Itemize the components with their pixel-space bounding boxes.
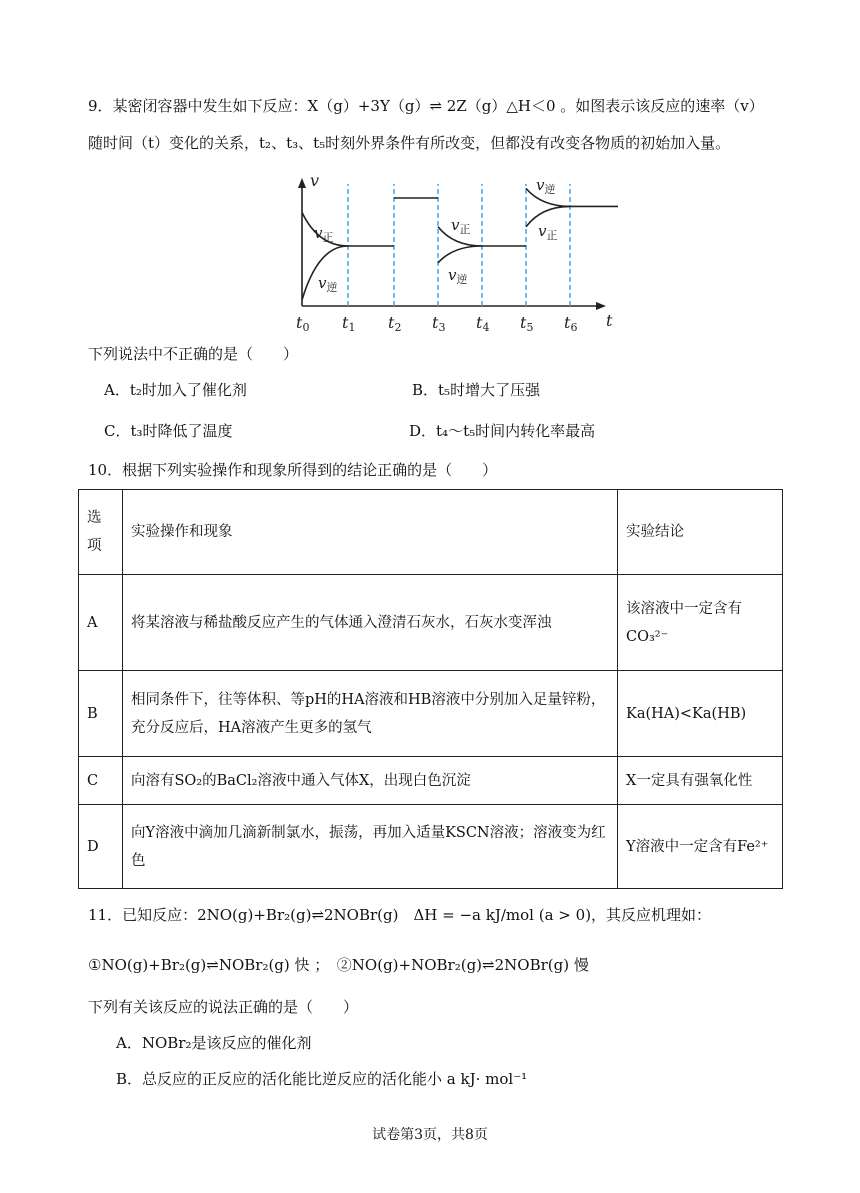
q10-stem: 10．根据下列实验操作和现象所得到的结论正确的是（ ） — [88, 461, 498, 479]
option-label: C． — [104, 422, 131, 440]
option-label: B． — [412, 381, 439, 399]
row-operation: 将某溶液与稀盐酸反应产生的气体通入澄清石灰水，石灰水变浑浊 — [123, 575, 618, 671]
option-text: t₅时增大了压强 — [438, 381, 541, 399]
x-axis-arrow — [596, 302, 606, 310]
table-row — [79, 805, 783, 889]
option-label: A． — [104, 381, 130, 399]
row-conclusion: Ka(HA)<Ka(HB) — [618, 671, 783, 757]
table-row — [79, 575, 783, 671]
option-label: B． — [116, 1070, 143, 1088]
header-conclusion: 实验结论 — [618, 490, 783, 575]
option-text: t₃时降低了温度 — [130, 422, 233, 440]
row-conclusion: 该溶液中一定含有CO₃²⁻ — [618, 575, 783, 671]
row-option: D — [79, 805, 123, 889]
tick-label-t3: t3 — [432, 313, 446, 334]
tick-label-t0: t0 — [296, 313, 310, 334]
label-v-reverse-2: $v_逆$ — [448, 266, 468, 286]
q9-prompt: 下列说法中不正确的是（ ） — [88, 345, 299, 363]
q11-stem-line1: 11．已知反应：2NO(g)+Br₂(g)⇌2NOBr(g) ΔH = −a kJ/mol (a > 0)，其反应机理如： — [88, 906, 712, 924]
label-v-forward-1: $v_正$ — [314, 224, 334, 244]
q9-option-c[interactable] — [104, 420, 233, 442]
label-v-reverse-1: $v_逆$ — [318, 274, 338, 294]
q11-prompt: 下列有关该反应的说法正确的是（ ） — [88, 998, 359, 1016]
experiment-table — [78, 489, 783, 889]
page-footer: 试卷第3页，共8页 — [372, 1127, 488, 1143]
option-text: t₄～t₅时间内转化率最高 — [436, 422, 596, 440]
table-header-row — [79, 490, 783, 575]
row-option: C — [79, 757, 123, 805]
row-operation: 向Y溶液中滴加几滴新制氯水，振荡，再加入适量KSCN溶液；溶液变为红色 — [123, 805, 618, 889]
row-conclusion: Y溶液中一定含有Fe²⁺ — [618, 805, 783, 889]
q9-option-a[interactable] — [104, 379, 247, 401]
option-text: 总反应的正反应的活化能比逆反应的活化能小 a kJ· mol⁻¹ — [142, 1070, 528, 1088]
tick-label-t2: t2 — [388, 313, 402, 334]
q9-stem-line1: 9．某密闭容器中发生如下反应：X（g）+3Y（g）⇌ 2Z（g）△H＜0 。如图表示该反应的速率（v） — [88, 97, 764, 115]
q9-option-d[interactable] — [409, 420, 595, 442]
y-axis-arrow — [298, 178, 306, 188]
row-option: A — [79, 575, 123, 671]
row-option: B — [79, 671, 123, 757]
x-axis-label: t — [606, 311, 613, 330]
q11-option-b[interactable] — [116, 1068, 527, 1090]
tick-label-t4: t4 — [476, 313, 490, 334]
q11-mechanism: ①NO(g)+Br₂(g)⇌NOBr₂(g) 快 ； ②NO(g)+NOBr₂(g)⇌2NOBr(g) 慢 — [88, 956, 589, 974]
tick-label-t6: t6 — [564, 313, 578, 334]
row-operation: 向溶有SO₂的BaCl₂溶液中通入气体X，出现白色沉淀 — [123, 757, 618, 805]
q11-option-a[interactable] — [116, 1032, 311, 1054]
header-operation: 实验操作和现象 — [123, 490, 618, 575]
label-v-forward-3: $v_正$ — [538, 222, 558, 242]
forward-curve-5 — [526, 206, 570, 226]
rate-time-chart-svg — [286, 168, 626, 340]
table-row — [79, 671, 783, 757]
q9-stem-line2: 随时间（t）变化的关系，t₂、t₃、t₅时刻外界条件有所改变，但都没有改变各物质的初始加入量。 — [88, 134, 731, 152]
table-row — [79, 757, 783, 805]
y-axis-label: v — [310, 171, 320, 190]
option-text: t₂时加入了催化剂 — [129, 381, 247, 399]
tick-label-t1: t1 — [342, 313, 356, 334]
q9-option-b[interactable] — [412, 379, 540, 401]
reverse-curve-3 — [438, 246, 482, 263]
label-v-reverse-3: $v_逆$ — [536, 176, 556, 196]
rate-time-chart — [286, 168, 626, 344]
header-option: 选项 — [79, 490, 123, 575]
row-operation: 相同条件下，往等体积、等pH的HA溶液和HB溶液中分别加入足量锌粉，充分反应后，HA溶液产生更多的氢气 — [123, 671, 618, 757]
tick-label-t5: t5 — [520, 313, 534, 334]
row-conclusion: X一定具有强氧化性 — [618, 757, 783, 805]
option-text: NOBr₂是该反应的催化剂 — [141, 1034, 312, 1052]
option-label: A． — [116, 1034, 142, 1052]
option-label: D． — [409, 422, 437, 440]
label-v-forward-2: $v_正$ — [451, 216, 471, 236]
